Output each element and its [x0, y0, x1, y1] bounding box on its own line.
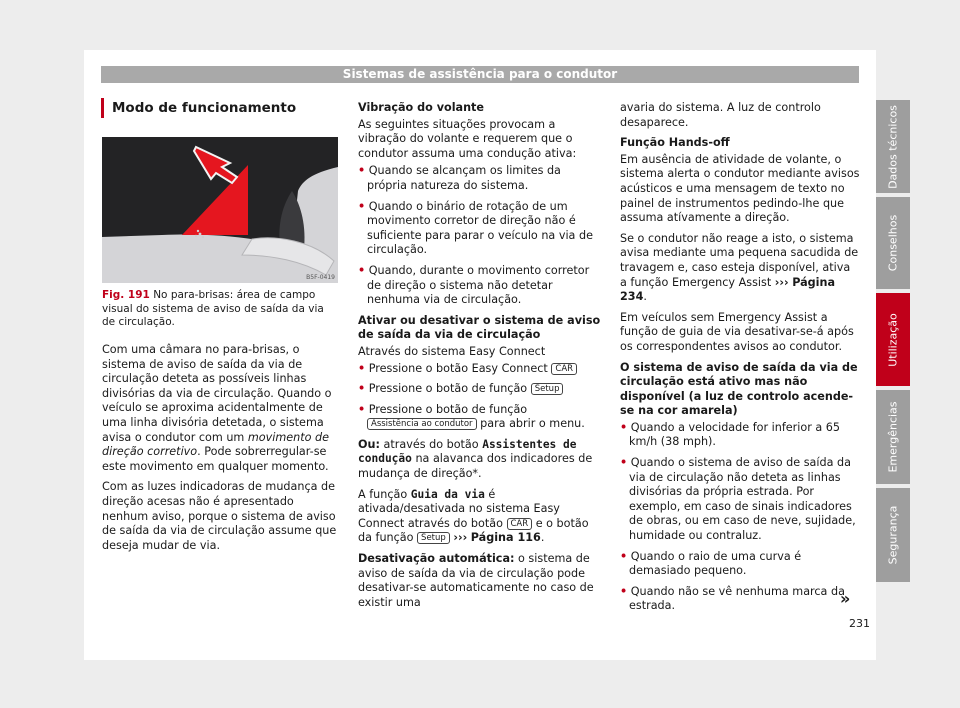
paragraph — [358, 438, 602, 482]
text: A função — [358, 487, 411, 501]
paragraph — [358, 552, 602, 610]
column-2 — [358, 101, 602, 616]
list-item-text: Quando o sistema de aviso de saída da via de circulação não deteta as linhas divisórias da própria estrada. Por exemplo, em caso de sinais indicadores de obras, ou em caso de neve, sujidade, humidade ou contraluz. — [629, 456, 856, 543]
car-key-label: CAR — [507, 518, 533, 530]
list-item: • Quando não se vê nenhuma marca da estrada. — [620, 584, 845, 613]
button-name: Assistentes de condução — [358, 437, 577, 466]
tab-emergencias[interactable] — [876, 390, 910, 484]
paragraph — [620, 232, 860, 305]
driver-assist-key-label: Assistência ao condutor — [367, 418, 477, 430]
list-item-text: Pressione o botão de função — [368, 382, 528, 396]
text: Com uma câmara no para-brisas, o sistema de aviso de saída da via de circulação deteta as possíveis linhas divisórias da via de circulação. Quando o veículo se aproxima acidentalmente de uma linha divisória detetada, o sistema avisa o condutor com um — [102, 343, 332, 444]
tab-label: Segurança — [886, 505, 900, 565]
list-item-text: Quando não se vê nenhuma marca da estrada. — [629, 584, 845, 613]
paragraph: Com as luzes indicadoras de mudança de direção acesas não é apresentado nenhum aviso, porque o sistema de aviso de saída da via de circulação assume que deseja mudar de via. — [102, 480, 337, 552]
list-item-text: Quando se alcançam os limites da própria natureza do sistema. — [367, 164, 561, 192]
text: . — [540, 531, 545, 545]
setup-key-label: Setup — [531, 383, 564, 395]
tab-seguranca[interactable] — [876, 488, 910, 582]
setup-key-label: Setup — [417, 532, 450, 544]
text: Se o condutor não reage a isto, o sistema avisa mediante uma pequena sacudida de travagem e, caso esteja disponível, ativa a função Emergency Assist — [620, 231, 859, 289]
paragraph: Em veículos sem Emergency Assist a função de guia de via desativar-se-á após os correspondentes avisos ao condutor. — [620, 310, 854, 353]
subheading: O sistema de aviso de saída da via de circulação está ativo mas não disponível (a luz de controlo acende-se na cor amarela) — [620, 360, 858, 418]
tab-dados-tecnicos[interactable] — [876, 100, 910, 193]
list-item-text: para abrir o menu. — [480, 417, 585, 431]
tab-conselhos[interactable] — [876, 197, 910, 289]
subheading: Ativar ou desativar o sistema de aviso de saída da via de circulação — [358, 313, 601, 342]
subheading: Função Hands-off — [620, 136, 730, 150]
list-item-text: Pressione o botão Easy Connect — [368, 361, 548, 375]
tab-label: Conselhos — [886, 214, 900, 272]
figure-caption-text: No para-brisas: área de campo visual do sistema de aviso de saída da via de circulação. — [102, 289, 324, 328]
list-item: • Quando a velocidade for inferior a 65 km/h (38 mph). — [620, 420, 841, 449]
section-title: Modo de funcionamento — [101, 98, 296, 118]
reference-arrow: ››› — [453, 531, 468, 545]
list-item: • Quando o sistema de aviso de saída da via de circulação não deteta as linhas divisórias da própria estrada. Por exemplo, em caso de sinais indicadores de obras, ou em caso de neve, sujidade, humidade ou contraluz. — [620, 456, 856, 543]
subheading: Vibração do volante — [358, 101, 484, 114]
continue-arrow-icon: » — [840, 589, 851, 608]
paragraph: As seguintes situações provocam a vibração do volante e requerem que o condutor assuma uma condução ativa: — [358, 117, 577, 160]
figure-number: Fig. 191 — [102, 289, 150, 301]
list-item: • Quando, durante o movimento corretor de direção o sistema não detetar nenhuma via de circulação. — [358, 263, 590, 307]
function-name: Guia da via — [410, 487, 485, 501]
column-3 — [620, 101, 860, 620]
text: . Pode sobrerregular-se este movimento em qualquer momento. — [102, 445, 329, 473]
list-item: • Quando o raio de uma curva é demasiado pequeno. — [620, 549, 802, 578]
list-item-text: Pressione o botão de função — [368, 402, 528, 416]
tab-label: Emergências — [886, 401, 900, 473]
page-number: 231 — [849, 617, 870, 630]
page-header: Sistemas de assistência para o condutor — [101, 66, 859, 83]
figure-caption — [102, 289, 338, 330]
list-item: • Pressione o botão de função Assistência ao condutor para abrir o menu. — [358, 402, 585, 431]
italic-text: movimento de direção corretivo — [102, 430, 330, 459]
page-reference: Página 234 — [620, 275, 836, 304]
text: na alavanca dos indicadores de mudança de direção*. — [358, 452, 593, 481]
list-item-text: Quando a velocidade for inferior a 65 km/h (38 mph). — [629, 420, 841, 449]
column-1 — [102, 343, 342, 559]
car-key-label: CAR — [551, 363, 577, 375]
list-item: • Quando o binário de rotação de um movimento corretor de direção não é suficiente para parar o veículo na via de circulação. — [358, 199, 593, 257]
list-item-text: Quando, durante o movimento corretor de direção o sistema não detetar nenhuma via de circulação. — [367, 263, 590, 307]
tab-label: Utilização — [886, 312, 900, 367]
windshield-figure — [102, 137, 338, 283]
text: . — [643, 290, 647, 304]
tab-utilizacao[interactable] — [876, 293, 910, 386]
paragraph: Em ausência de atividade de volante, o sistema alerta o condutor mediante avisos acústicos e uma mensagem de texto no painel de instrumentos pedindo-lhe que assuma atívamente a direção. — [620, 152, 860, 225]
list-item: • Pressione o botão Easy Connect CAR — [358, 362, 602, 377]
list-item-text: Quando o binário de rotação de um movimento corretor de direção não é suficiente para parar o veículo na via de circulação. — [367, 199, 593, 257]
paragraph: Através do sistema Easy Connect — [358, 344, 546, 358]
label: Desativação automática: — [358, 552, 515, 566]
reference-arrow: ››› — [774, 275, 789, 289]
paragraph — [102, 343, 342, 474]
list-item-text: Quando o raio de uma curva é demasiado pequeno. — [629, 549, 802, 578]
paragraph: avaria do sistema. A luz de controlo desaparece. — [620, 101, 821, 129]
windshield-camera-illustration — [102, 137, 338, 283]
paragraph — [358, 488, 602, 546]
figure-ref-code: B5F-0419 — [306, 274, 335, 281]
label: Ou: — [358, 437, 380, 451]
list-item: • Quando se alcançam os limites da própria natureza do sistema. — [358, 164, 561, 192]
page-reference: Página 116 — [470, 531, 541, 545]
list-item: • Pressione o botão de função Setup — [358, 382, 602, 397]
text: e o botão da função — [358, 516, 589, 545]
text: é ativada/desativada no sistema Easy Connect através do botão — [358, 487, 560, 530]
text: o sistema de aviso de saída da via de circulação pode desativar-se automaticamente no caso de existir uma — [358, 552, 594, 609]
text: através do botão — [383, 437, 483, 451]
tab-label: Dados técnicos — [886, 104, 900, 189]
